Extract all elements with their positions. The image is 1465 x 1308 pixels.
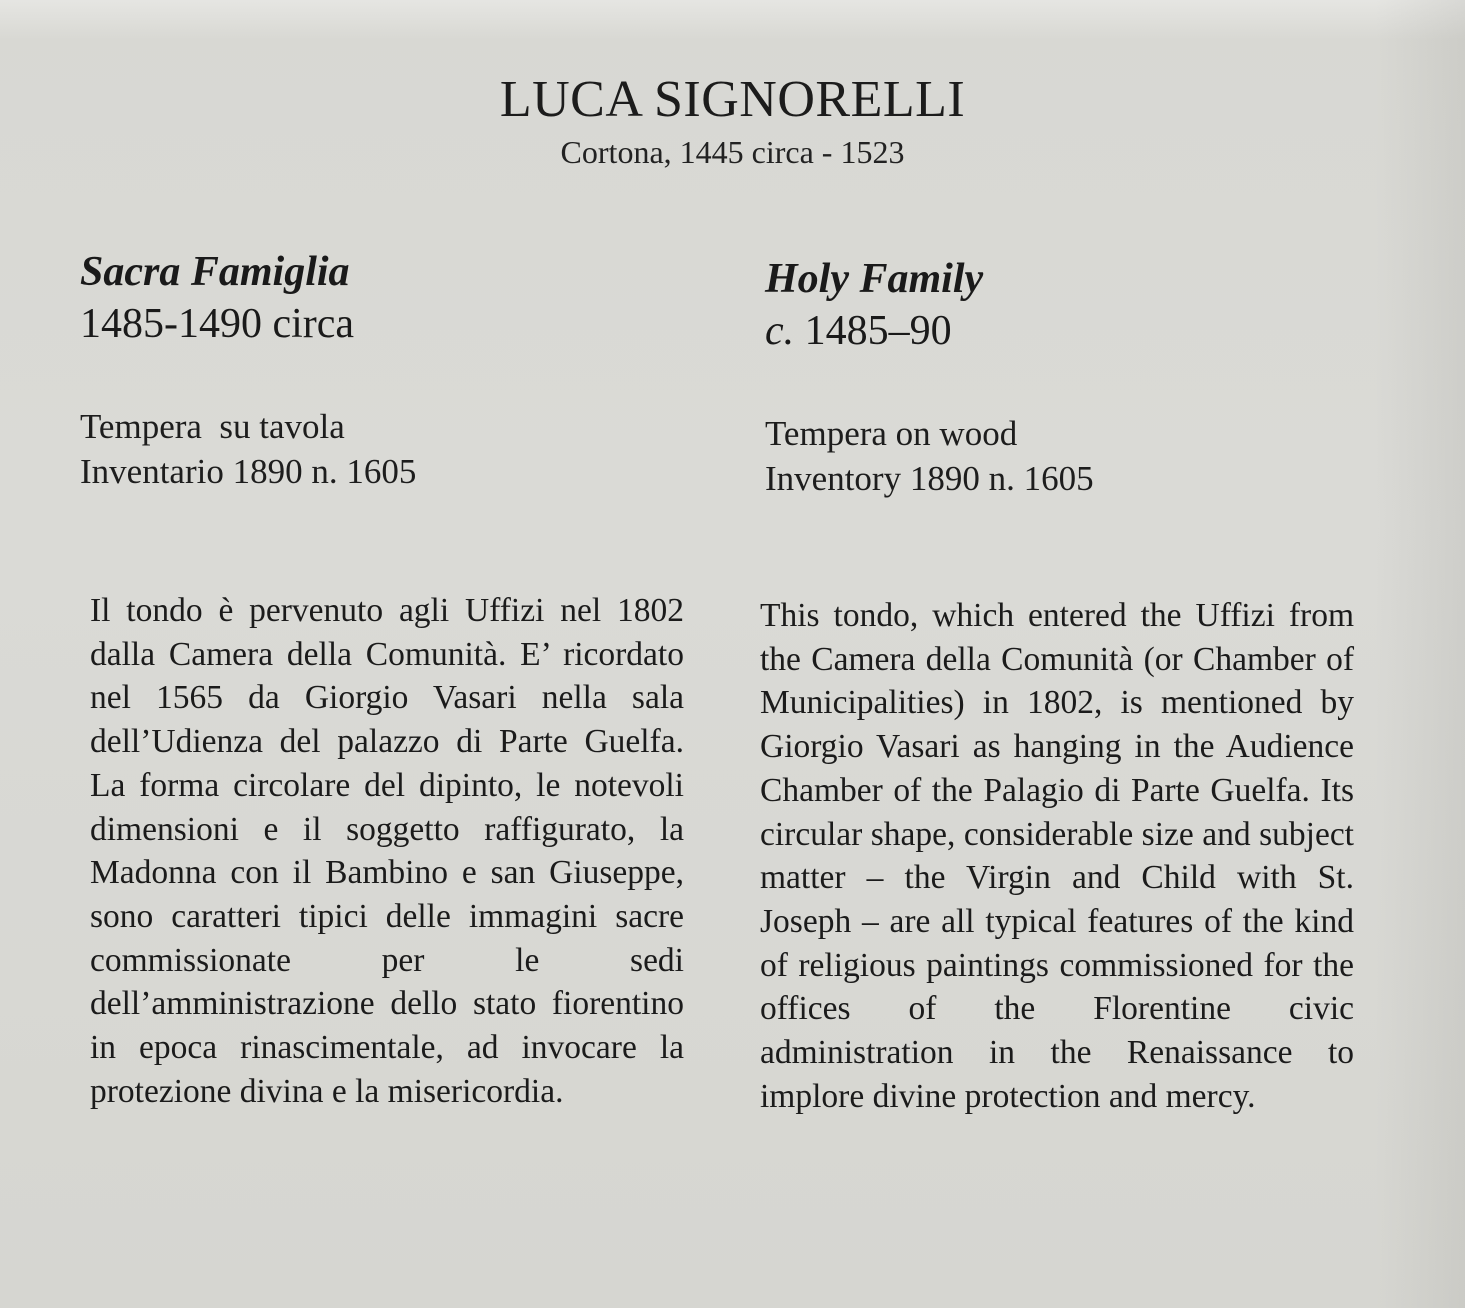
italian-inventory: Inventario 1890 n. 1605 <box>80 452 417 491</box>
artist-name: LUCA SIGNORELLI <box>499 71 966 128</box>
english-column <box>765 255 1365 501</box>
english-date <box>765 307 1365 355</box>
english-description: This tondo, which entered the Uffizi from the Camera della Comunità (or Chamber of Municipalities) in 1802, is mentioned by Giorgio Vasari as hanging in the Audience Chamber of the Palagio di Parte Guelfa. Its circular shape, considerable size and subject matter – the Virgin and Child with St. Joseph – are all typical features of the kind of religious paintings commissioned for the offices of the Florentine civic administration in the Renaissance to implore divine protection and mercy. <box>760 597 1354 1115</box>
italian-medium: Tempera su tavola <box>80 407 345 446</box>
english-title: Holy Family <box>765 256 984 302</box>
artist-dates: Cortona, 1445 circa - 1523 <box>560 134 905 170</box>
english-date-prefix: c. <box>765 308 795 354</box>
italian-date: 1485-1490 circa <box>80 301 355 347</box>
english-meta <box>765 411 1365 501</box>
english-medium: Tempera on wood <box>765 414 1018 453</box>
italian-description: Il tondo è pervenuto agli Uffizi nel 1802 dalla Camera della Comunità. E’ ricordato nel 1565 da Giorgio Vasari nella sala dell’Udienza del palazzo di Parte Guelfa. La forma circolare del dipinto, le notevoli dimensioni e il soggetto raffigurato, la Madonna con il Bambino e san Giuseppe, sono caratteri tipici delle immagini sacre commissionate per le sedi dell’amministrazione dello stato fiorentino in epoca rinascimentale, ad invocare la protezione divina e la misericordia. <box>90 592 684 1110</box>
artist-header <box>0 72 1465 170</box>
english-inventory: Inventory 1890 n. 1605 <box>765 459 1094 498</box>
right-edge-shadow <box>1375 0 1465 1308</box>
italian-meta <box>80 404 690 494</box>
top-light-gradient <box>0 0 1465 40</box>
italian-title: Sacra Famiglia <box>80 249 350 295</box>
italian-column <box>80 248 690 494</box>
english-date-years: 1485–90 <box>794 308 952 354</box>
